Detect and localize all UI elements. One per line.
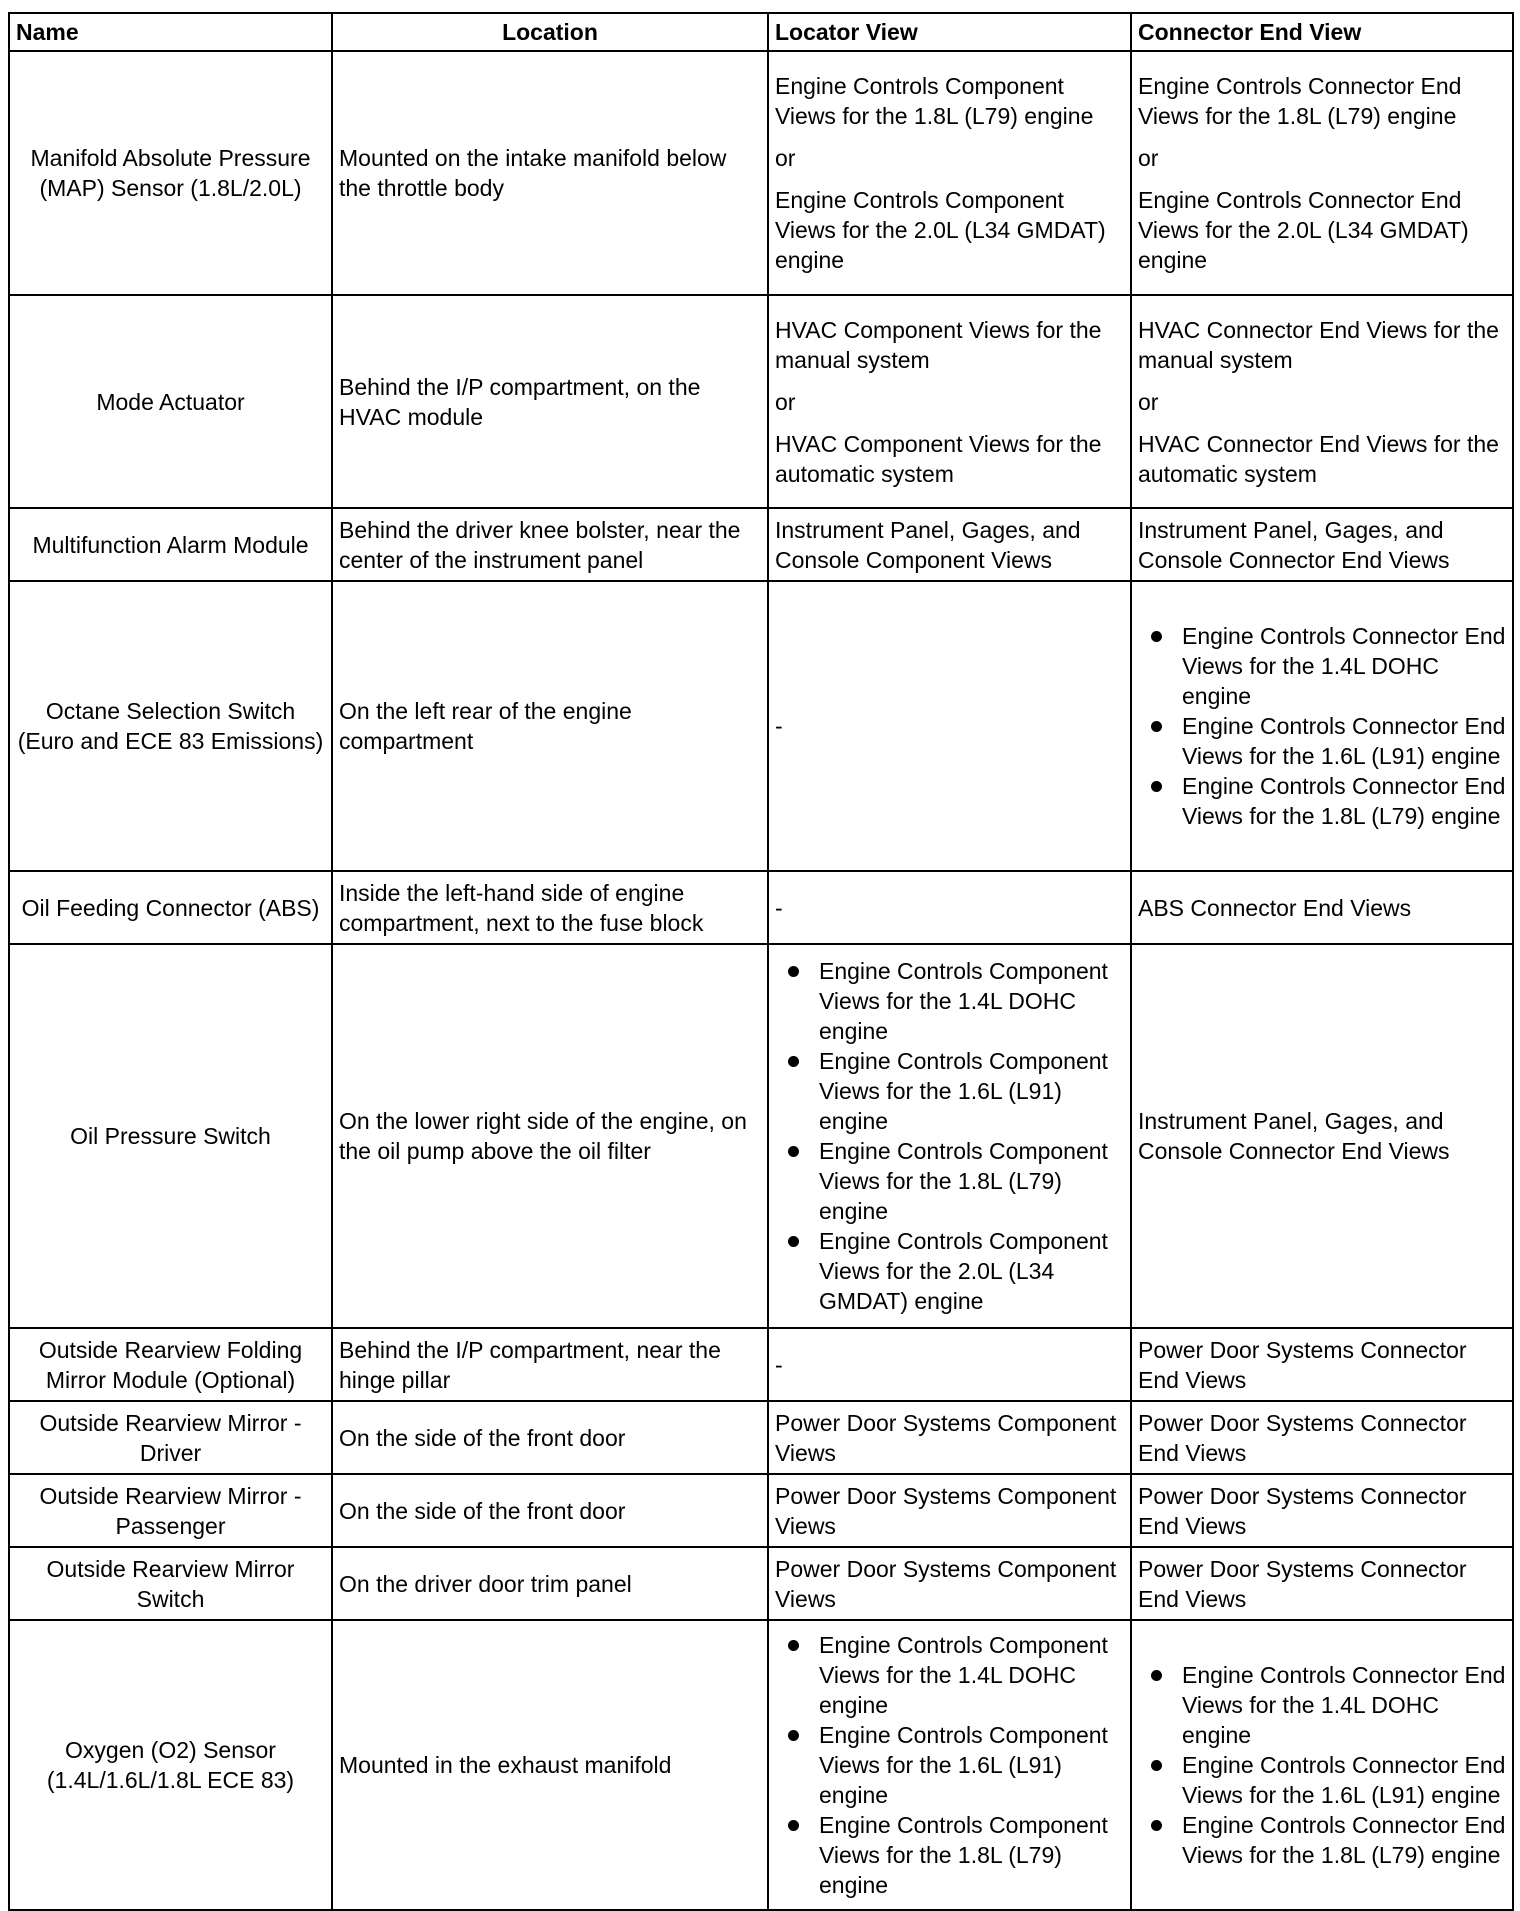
connector-end-view: Power Door Systems Connector End Views	[1131, 1401, 1513, 1474]
table-row	[9, 1328, 1513, 1401]
header-row	[9, 13, 1513, 51]
component-name: Oxygen (O2) Sensor (1.4L/1.6L/1.8L ECE 83)	[9, 1620, 332, 1910]
connector-view-option: Engine Controls Connector End Views for the 1.8L (L79) engine	[1138, 73, 1462, 129]
component-locator-table	[8, 12, 1514, 1911]
connector-end-view: Power Door Systems Connector End Views	[1131, 1474, 1513, 1547]
list-item: Engine Controls Connector End Views for the 1.4L DOHC engine	[1182, 623, 1506, 709]
or-separator: or	[775, 145, 796, 171]
locator-view-option: HVAC Component Views for the automatic system	[775, 430, 1102, 487]
component-name: Outside Rearview Mirror Switch	[9, 1547, 332, 1620]
connector-end-view: ABS Connector End Views	[1131, 871, 1513, 944]
component-name: Outside Rearview Mirror - Passenger	[9, 1474, 332, 1547]
table-row	[9, 581, 1513, 871]
connector-end-view	[1131, 295, 1513, 508]
component-name: Outside Rearview Mirror - Driver	[9, 1401, 332, 1474]
component-location: Inside the left-hand side of engine compartment, next to the fuse block	[332, 871, 768, 944]
connector-view-option: HVAC Connector End Views for the manual system	[1138, 316, 1499, 373]
locator-view: Power Door Systems Component Views	[768, 1547, 1131, 1620]
connector-end-view: Instrument Panel, Gages, and Console Connector End Views	[1131, 944, 1513, 1328]
connector-view-option: Engine Controls Connector End Views for the 2.0L (L34 GMDAT) engine	[1138, 187, 1469, 273]
component-name: Manifold Absolute Pressure (MAP) Sensor (1.8L/2.0L)	[9, 51, 332, 295]
or-separator: or	[775, 388, 796, 415]
connector-end-view: Power Door Systems Connector End Views	[1131, 1328, 1513, 1401]
list-item: Engine Controls Connector End Views for the 1.8L (L79) engine	[1182, 773, 1506, 829]
table-row	[9, 295, 1513, 508]
locator-view: Instrument Panel, Gages, and Console Component Views	[768, 508, 1131, 581]
connector-end-view	[1131, 1620, 1513, 1910]
locator-view: -	[768, 581, 1131, 871]
connector-end-view: Power Door Systems Connector End Views	[1131, 1547, 1513, 1620]
table-row	[9, 1620, 1513, 1910]
component-location: Mounted in the exhaust manifold	[332, 1620, 768, 1910]
list-item: Engine Controls Component Views for the 1.8L (L79) engine	[819, 1810, 1124, 1900]
list-item: Engine Controls Connector End Views for the 1.4L DOHC engine	[1182, 1662, 1506, 1748]
connector-end-view: Instrument Panel, Gages, and Console Connector End Views	[1131, 508, 1513, 581]
component-location: On the lower right side of the engine, on the oil pump above the oil filter	[332, 944, 768, 1328]
locator-view: Power Door Systems Component Views	[768, 1401, 1131, 1474]
locator-view	[768, 295, 1131, 508]
locator-view-option: Engine Controls Component Views for the 1.8L (L79) engine	[775, 73, 1094, 129]
connector-view-option: HVAC Connector End Views for the automatic system	[1138, 430, 1499, 487]
locator-view: -	[768, 1328, 1131, 1401]
header-connector-end-view: Connector End View	[1131, 13, 1513, 51]
component-name: Oil Feeding Connector (ABS)	[9, 871, 332, 944]
locator-view-list	[775, 956, 1124, 1316]
locator-view: Power Door Systems Component Views	[768, 1474, 1131, 1547]
component-name: Octane Selection Switch (Euro and ECE 83 Emissions)	[9, 581, 332, 871]
list-item: Engine Controls Component Views for the 1.6L (L91) engine	[819, 1720, 1124, 1810]
component-location: Behind the driver knee bolster, near the center of the instrument panel	[332, 508, 768, 581]
component-name: Outside Rearview Folding Mirror Module (Optional)	[9, 1328, 332, 1401]
component-name: Oil Pressure Switch	[9, 944, 332, 1328]
table-row	[9, 871, 1513, 944]
component-location: On the left rear of the engine compartment	[332, 581, 768, 871]
locator-view	[768, 1620, 1131, 1910]
table-row	[9, 944, 1513, 1328]
list-item: Engine Controls Component Views for the 1.4L DOHC engine	[819, 956, 1124, 1046]
locator-view-option: Engine Controls Component Views for the 2.0L (L34 GMDAT) engine	[775, 187, 1106, 273]
locator-view: -	[768, 871, 1131, 944]
table-row	[9, 508, 1513, 581]
component-name: Mode Actuator	[9, 295, 332, 508]
connector-end-view	[1131, 51, 1513, 295]
table-row	[9, 1401, 1513, 1474]
list-item: Engine Controls Component Views for the 1.6L (L91) engine	[819, 1046, 1124, 1136]
locator-view-list	[775, 1630, 1124, 1900]
component-location: Mounted on the intake manifold below the throttle body	[332, 51, 768, 295]
component-location: On the side of the front door	[332, 1401, 768, 1474]
list-item: Engine Controls Component Views for the 2.0L (L34 GMDAT) engine	[819, 1226, 1124, 1316]
header-location: Location	[332, 13, 768, 51]
list-item: Engine Controls Connector End Views for the 1.8L (L79) engine	[1182, 1812, 1506, 1868]
or-separator: or	[1138, 388, 1159, 415]
or-separator: or	[1138, 145, 1159, 171]
component-location: Behind the I/P compartment, near the hinge pillar	[332, 1328, 768, 1401]
component-name: Multifunction Alarm Module	[9, 508, 332, 581]
locator-view	[768, 51, 1131, 295]
table-row	[9, 1547, 1513, 1620]
list-item: Engine Controls Connector End Views for the 1.6L (L91) engine	[1182, 713, 1506, 769]
list-item: Engine Controls Component Views for the 1.4L DOHC engine	[819, 1630, 1124, 1720]
connector-view-list	[1138, 621, 1506, 831]
table-row	[9, 1474, 1513, 1547]
component-location: On the side of the front door	[332, 1474, 768, 1547]
list-item: Engine Controls Connector End Views for the 1.6L (L91) engine	[1182, 1752, 1506, 1808]
locator-view-option: HVAC Component Views for the manual system	[775, 316, 1102, 373]
locator-view	[768, 944, 1131, 1328]
connector-end-view	[1131, 581, 1513, 871]
header-name: Name	[9, 13, 332, 51]
table-row	[9, 51, 1513, 295]
list-item: Engine Controls Component Views for the 1.8L (L79) engine	[819, 1136, 1124, 1226]
component-location: On the driver door trim panel	[332, 1547, 768, 1620]
header-locator-view: Locator View	[768, 13, 1131, 51]
component-location: Behind the I/P compartment, on the HVAC module	[332, 295, 768, 508]
connector-view-list	[1138, 1660, 1506, 1870]
